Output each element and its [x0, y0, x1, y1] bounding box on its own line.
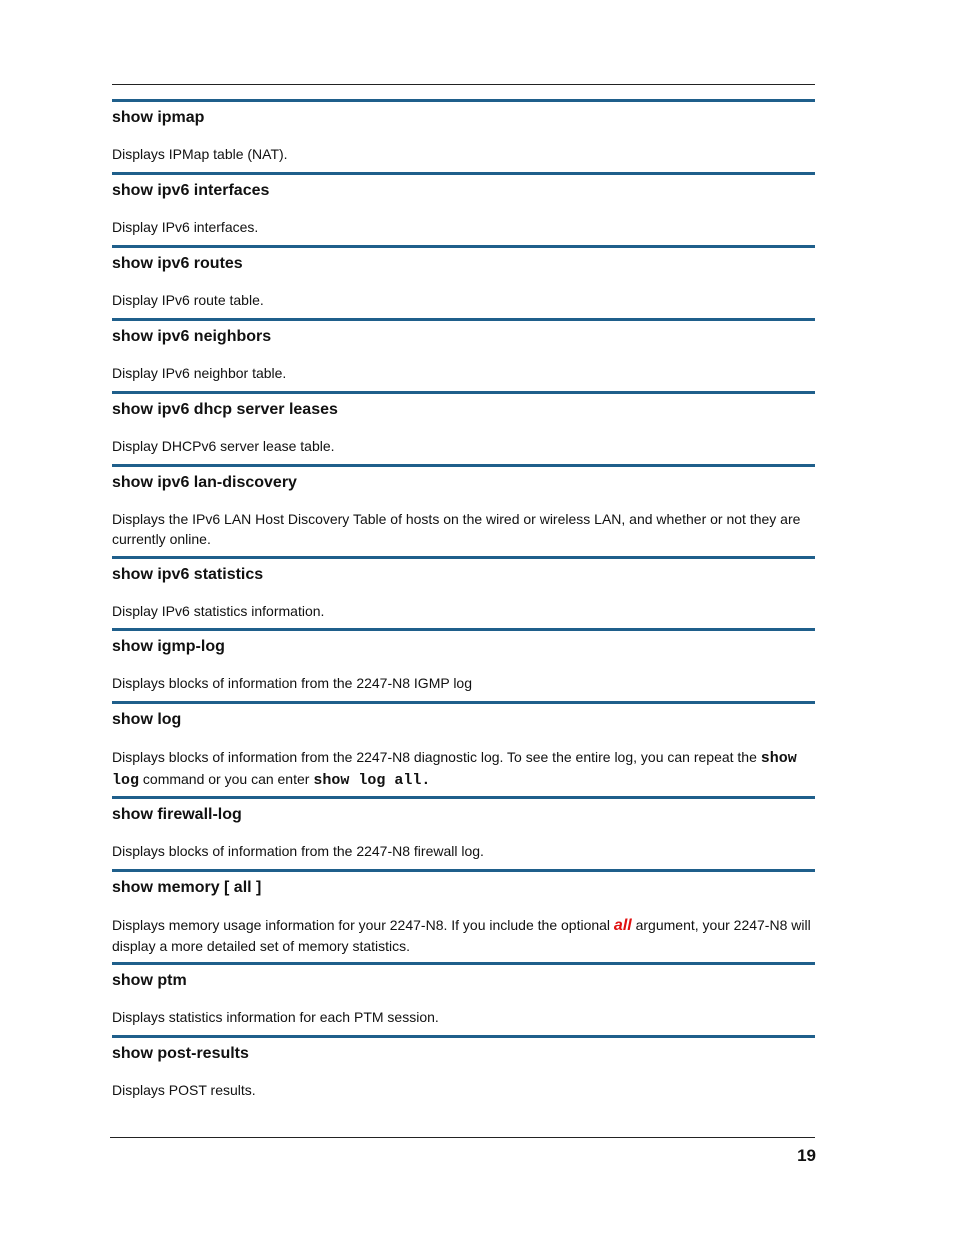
command-description: [112, 747, 815, 791]
command-description: Displays POST results.: [112, 1082, 256, 1098]
page-number: 19: [797, 1146, 816, 1165]
section-show-memory: [112, 869, 815, 954]
section-show-post-results: [112, 1035, 815, 1098]
command-description: Display DHCPv6 server lease table.: [112, 438, 335, 454]
emphasized-argument: all: [613, 917, 632, 934]
command-description: Display IPv6 neighbor table.: [112, 365, 287, 381]
section-divider: [112, 99, 815, 102]
command-description: Displays blocks of information from the 2247-N8 IGMP log: [112, 675, 473, 691]
description-text: Displays memory usage information for your 2247-N8. If you include the optional: [112, 917, 614, 933]
footer-rule: [110, 1137, 815, 1138]
command-title: show ipmap: [112, 109, 205, 126]
command-title: show memory [ all ]: [112, 879, 262, 896]
command-title: show firewall-log: [112, 806, 242, 823]
command-description: Displays blocks of information from the 2247-N8 firewall log.: [112, 843, 484, 859]
section-divider: [112, 318, 815, 321]
command-title: show post-results: [112, 1045, 249, 1062]
section-show-igmp-log: [112, 628, 815, 691]
section-divider: [112, 628, 815, 631]
command-description: Display IPv6 interfaces.: [112, 219, 259, 235]
command-title: show ipv6 dhcp server leases: [112, 401, 338, 418]
command-title: show ipv6 routes: [112, 255, 243, 272]
command-description: Displays the IPv6 LAN Host Discovery Table of hosts on the wired or wireless LAN, and whether or not they are currently online.: [112, 511, 801, 547]
section-show-firewall-log: [112, 796, 815, 859]
command-title: show ipv6 lan-discovery: [112, 474, 297, 491]
section-show-ptm: [112, 962, 815, 1025]
command-description: Display IPv6 route table.: [112, 292, 264, 308]
section-divider: [112, 464, 815, 467]
section-show-ipv6-statistics: [112, 556, 815, 619]
section-show-ipmap: [112, 99, 815, 162]
description-text: Displays blocks of information from the 2247-N8 diagnostic log. To see the entire log, you can repeat the: [112, 749, 761, 765]
command-description: Displays statistics information for each PTM session.: [112, 1009, 439, 1025]
header-rule: [112, 84, 815, 85]
section-divider: [112, 556, 815, 559]
command-title: show ipv6 neighbors: [112, 328, 272, 345]
command-title: show ipv6 statistics: [112, 566, 264, 583]
inline-code: show log: [112, 750, 797, 789]
inline-code: show log all.: [313, 772, 431, 789]
section-show-ipv6-routes: [112, 245, 815, 308]
section-show-log: [112, 701, 815, 789]
section-divider: [112, 962, 815, 965]
command-title: show ipv6 interfaces: [112, 182, 270, 199]
section-divider: [112, 1035, 815, 1038]
section-divider: [112, 172, 815, 175]
command-title: show log: [112, 711, 182, 728]
section-divider: [112, 391, 815, 394]
section-show-ipv6-dhcp-server-leases: [112, 391, 815, 454]
command-description: Displays IPMap table (NAT).: [112, 146, 288, 162]
command-description: Display IPv6 statistics information.: [112, 603, 325, 619]
description-text: command or you can enter: [139, 771, 314, 787]
section-show-ipv6-neighbors: [112, 318, 815, 381]
section-divider: [112, 869, 815, 872]
section-show-ipv6-interfaces: [112, 172, 815, 235]
section-show-ipv6-lan-discovery: [112, 464, 815, 547]
section-divider: [112, 701, 815, 704]
description-text: argument, your 2247-N8 will display a more detailed set of memory statistics.: [112, 917, 811, 954]
section-divider: [112, 245, 815, 248]
command-description: [112, 915, 815, 956]
section-divider: [112, 796, 815, 799]
command-title: show ptm: [112, 972, 187, 989]
command-title: show igmp-log: [112, 638, 225, 655]
